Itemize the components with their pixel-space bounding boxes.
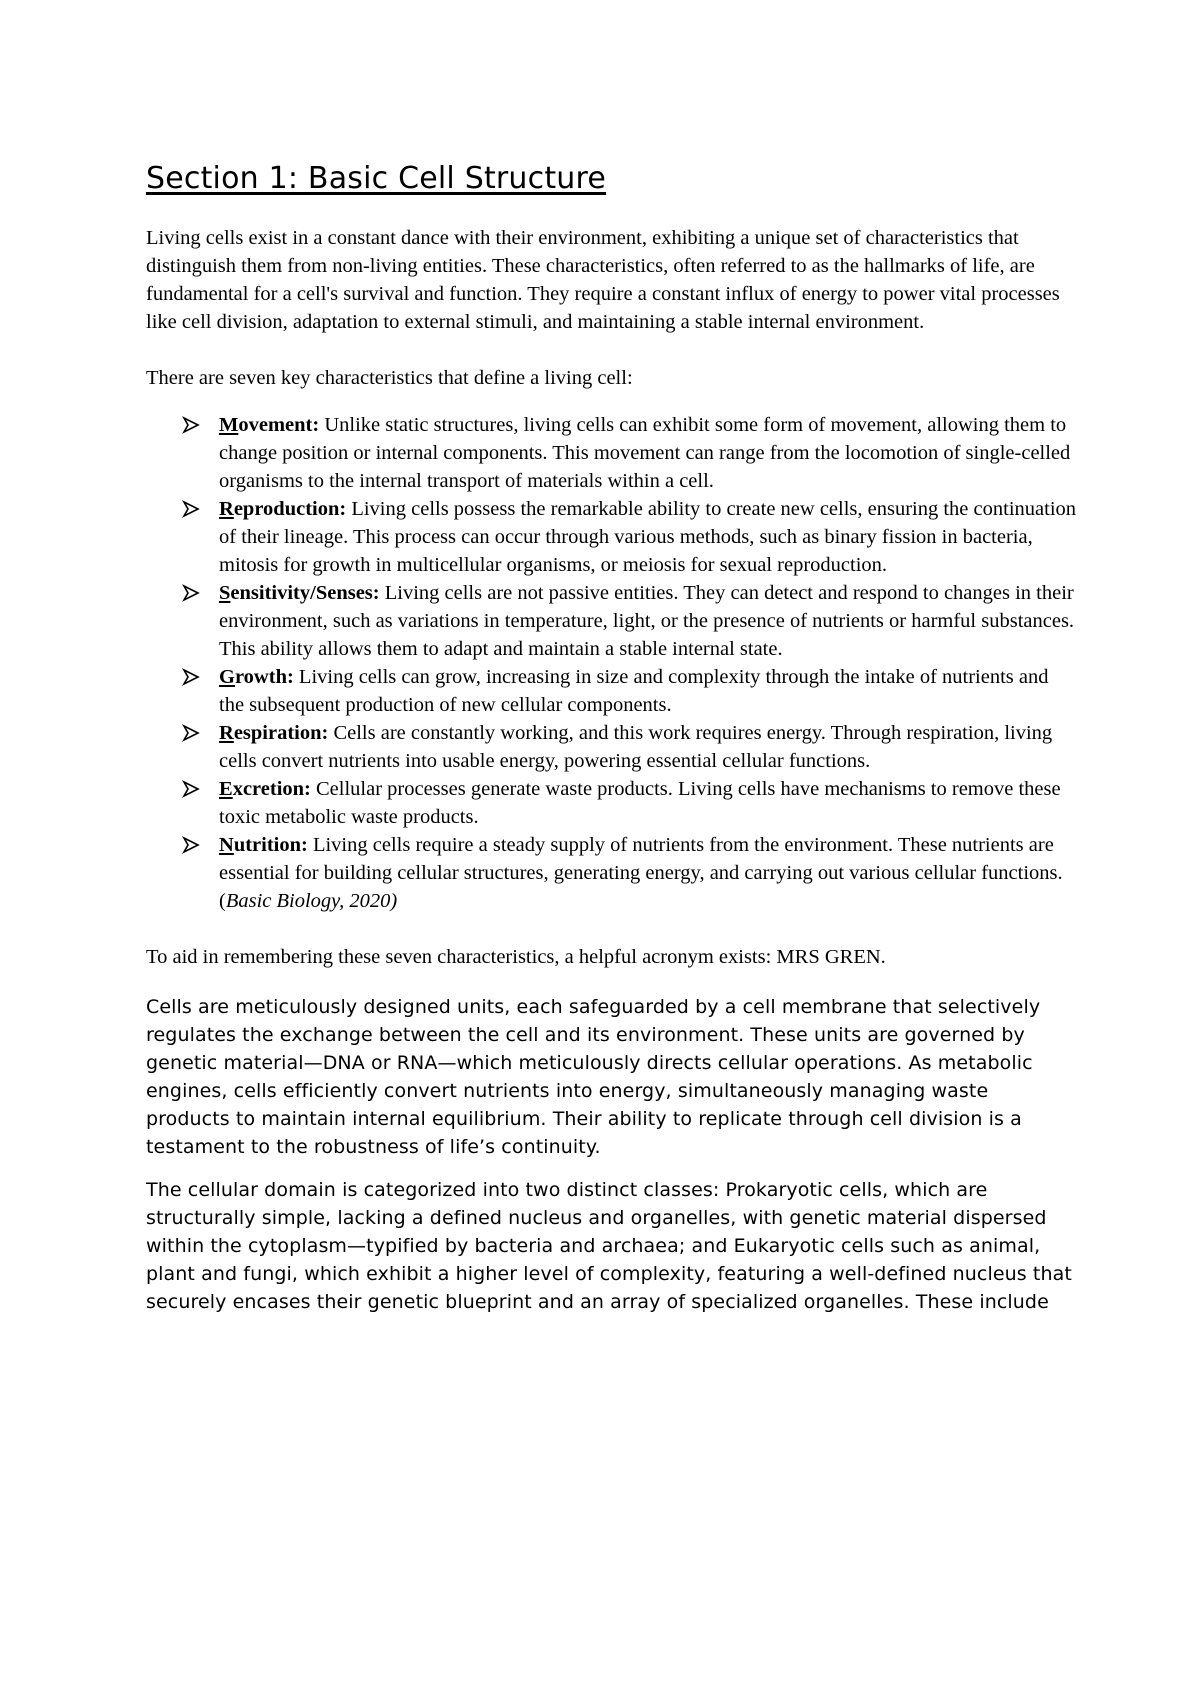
term-rest: eproduction: bbox=[233, 497, 347, 520]
term-rest: espiration: bbox=[233, 721, 329, 744]
citation: Basic Biology, 2020) bbox=[225, 889, 398, 912]
term-rest: rowth: bbox=[234, 665, 294, 688]
term-label bbox=[219, 834, 308, 856]
characteristics-lead: There are seven key characteristics that define a living cell: bbox=[146, 366, 633, 389]
term-description: Cellular processes generate waste products. Living cells have mechanisms to remove these toxic metabolic waste products. bbox=[219, 777, 1061, 828]
list-item bbox=[146, 663, 1076, 719]
list-item bbox=[146, 831, 1076, 915]
cells-paragraph: Cells are meticulously designed units, each safeguarded by a cell membrane that selectively regulates the exchange between the cell and its environment. These units are governed by genetic material—DNA or RNA—which meticulously directs cellular operations. As metabolic engines, cells efficiently convert nutrients into energy, simultaneously managing waste products to maintain internal equilibrium. Their ability to replicate through cell division is a testament to the robustness of life’s continuity. bbox=[146, 995, 1041, 1158]
term-description: Living cells can grow, increasing in size and complexity through the intake of nutrients and the subsequent production of new cellular components. bbox=[219, 665, 1049, 716]
term-label bbox=[219, 778, 311, 800]
term-description: Living cells are not passive entities. They can detect and respond to changes in their environment, such as variations in temperature, light, or the presence of nutrients or harmful substances. This ability allows them to adapt and maintain a stable internal state. bbox=[219, 581, 1075, 660]
list-item bbox=[146, 411, 1076, 495]
arrowhead-bullet-icon bbox=[181, 495, 201, 523]
arrowhead-bullet-icon bbox=[181, 411, 201, 439]
term-initial: R bbox=[219, 721, 234, 744]
term-rest: ovement: bbox=[238, 413, 320, 436]
cellular-domain-paragraph: The cellular domain is categorized into two distinct classes: Prokaryotic cells, which are structurally simple, lacking a defined nucleus and organelles, with genetic material dispersed within the cytoplasm—typified by bacteria and archaea; and Eukaryotic cells such as animal, plant and fungi, which exhibit a higher level of complexity, featuring a well-defined nucleus that securely encases their genetic blueprint and an array of specialized organelles. These include bbox=[146, 1178, 1072, 1313]
intro-paragraph: Living cells exist in a constant dance with their environment, exhibiting a unique set of characteristics that distinguish them from non-living entities. These characteristics, often referred to as the hallmarks of life, are fundamental for a cell's survival and function. They require a constant influx of energy to power vital processes like cell division, adaptation to external stimuli, and maintaining a stable internal environment. bbox=[146, 226, 1060, 333]
term-description: Living cells require a steady supply of nutrients from the environment. These nutrients are essential for building cellular structures, generating energy, and carrying out various cellular functions. ( bbox=[219, 833, 1063, 912]
arrowhead-bullet-icon bbox=[181, 719, 201, 747]
arrowhead-bullet-icon bbox=[181, 831, 201, 859]
term-initial: N bbox=[219, 833, 234, 856]
document-body bbox=[146, 160, 1076, 1316]
term-label bbox=[219, 414, 319, 436]
acronym-paragraph: To aid in remembering these seven characteristics, a helpful acronym exists: MRS GREN. bbox=[146, 945, 886, 968]
term-label bbox=[219, 722, 328, 744]
term-initial: S bbox=[219, 581, 231, 604]
term-rest: ensitivity/Senses: bbox=[230, 581, 380, 604]
term-description: Unlike static structures, living cells can exhibit some form of movement, allowing them to change position or internal components. This movement can range from the locomotion of single-celled organisms to the internal transport of materials within a cell. bbox=[219, 413, 1071, 492]
term-label bbox=[219, 582, 380, 604]
list-item bbox=[146, 775, 1076, 831]
term-initial: R bbox=[219, 497, 234, 520]
term-rest: utrition: bbox=[233, 833, 308, 856]
term-initial: G bbox=[219, 665, 235, 688]
list-item bbox=[146, 719, 1076, 775]
arrowhead-bullet-icon bbox=[181, 579, 201, 607]
term-label bbox=[219, 666, 294, 688]
term-rest: xcretion: bbox=[232, 777, 311, 800]
arrowhead-bullet-icon bbox=[181, 775, 201, 803]
characteristics-list bbox=[146, 411, 1076, 915]
arrowhead-bullet-icon bbox=[181, 663, 201, 691]
term-description: Living cells possess the remarkable ability to create new cells, ensuring the continuation of their lineage. This process can occur through various methods, such as binary fission in bacteria, mitosis for growth in multicellular organisms, or meiosis for sexual reproduction. bbox=[219, 497, 1077, 576]
term-label bbox=[219, 498, 346, 520]
list-item bbox=[146, 495, 1076, 579]
term-initial: M bbox=[219, 413, 239, 436]
list-item bbox=[146, 579, 1076, 663]
section-title: Section 1: Basic Cell Structure bbox=[146, 161, 607, 196]
term-initial: E bbox=[219, 777, 233, 800]
term-description: Cells are constantly working, and this work requires energy. Through respiration, living cells convert nutrients into usable energy, powering essential cellular functions. bbox=[219, 721, 1053, 772]
